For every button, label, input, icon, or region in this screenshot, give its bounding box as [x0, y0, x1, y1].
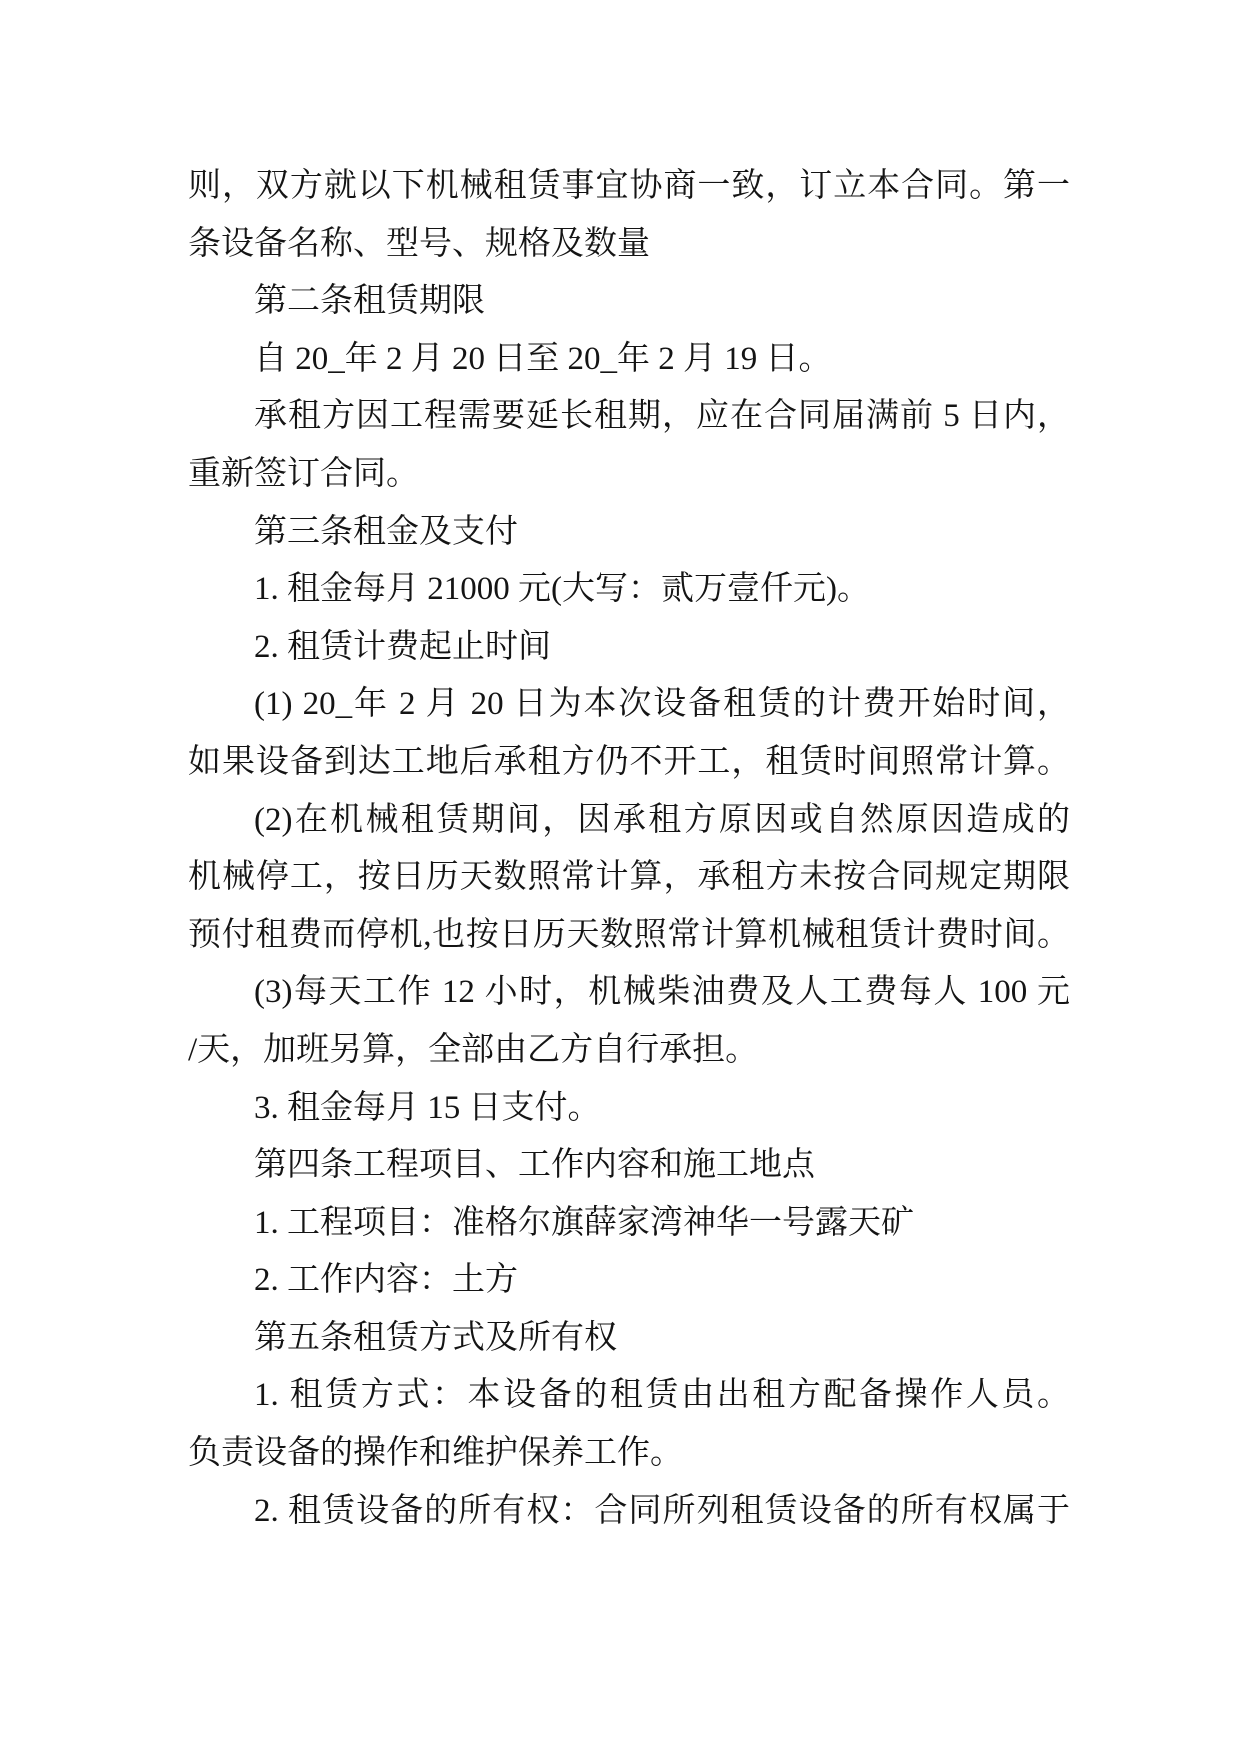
- contract-line: 则，双方就以下机械租赁事宜协商一致，订立本合同。第一: [188, 168, 1070, 204]
- contract-line: 重新签订合同。: [188, 455, 419, 492]
- contract-line: 3. 租金每月 15 日支付。: [254, 1089, 601, 1126]
- contract-line: 预付租费而停机,也按日历天数照常计算机械租赁计费时间。: [188, 916, 1070, 953]
- contract-line: 如果设备到达工地后承租方仍不开工，租赁时间照常计算。: [188, 743, 1070, 780]
- contract-line: 2. 租赁计费起止时间: [254, 628, 551, 665]
- contract-line: 第三条租金及支付: [254, 513, 518, 550]
- contract-line: 自 20_年 2 月 20 日至 20_年 2 月 19 日。: [254, 340, 832, 377]
- contract-line: 1. 工程项目：准格尔旗薛家湾神华一号露天矿: [254, 1204, 914, 1241]
- contract-line: 承租方因工程需要延长租期，应在合同届满前 5 日内，: [254, 398, 1070, 435]
- contract-line: /天，加班另算，全部由乙方自行承担。: [188, 1031, 759, 1068]
- contract-line: 第二条租赁期限: [254, 283, 485, 320]
- contract-line: 1. 租赁方式：本设备的租赁由出租方配备操作人员。: [254, 1377, 1070, 1414]
- contract-line: 第四条工程项目、工作内容和施工地点: [254, 1147, 815, 1184]
- contract-line: 1. 租金每月 21000 元(大写：贰万壹仟元)。: [254, 571, 870, 608]
- contract-line: 负责设备的操作和维护保养工作。: [188, 1435, 683, 1472]
- contract-line: 条设备名称、型号、规格及数量: [188, 225, 650, 262]
- contract-line: 第五条租赁方式及所有权: [254, 1319, 617, 1356]
- contract-text: [188, 158, 1070, 1540]
- contract-line: (3)每天工作 12 小时，机械柴油费及人工费每人 100 元: [254, 974, 1070, 1011]
- contract-line: (2)在机械租赁期间，因承租方原因或自然原因造成的: [254, 801, 1070, 838]
- contract-line: 2. 租赁设备的所有权：合同所列租赁设备的所有权属于: [254, 1492, 1070, 1529]
- contract-line: (1) 20_年 2 月 20 日为本次设备租赁的计费开始时间，: [254, 686, 1070, 723]
- contract-line: 2. 工作内容：土方: [254, 1262, 518, 1299]
- contract-line: 机械停工，按日历天数照常计算，承租方未按合同规定期限: [188, 859, 1070, 896]
